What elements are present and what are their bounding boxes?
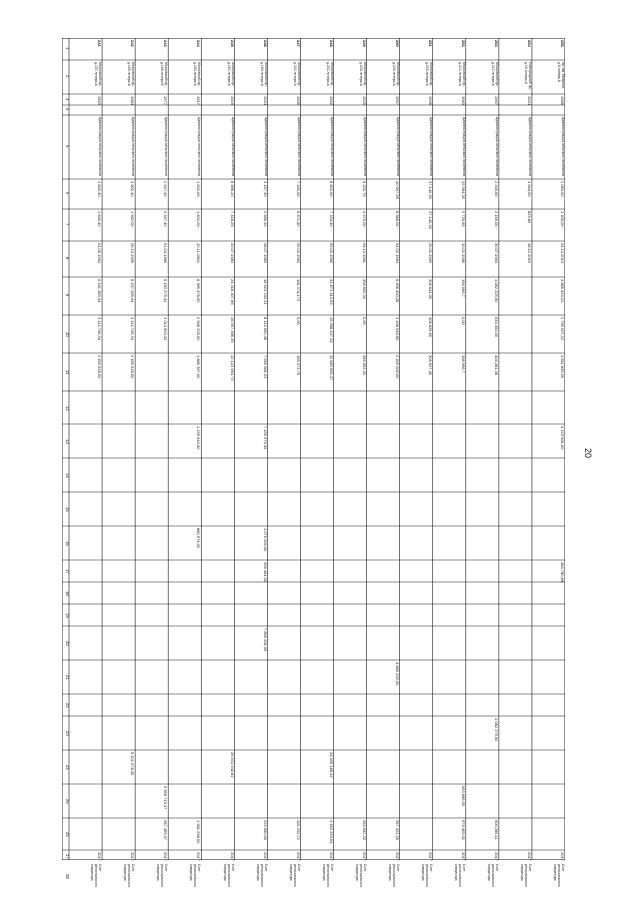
page-number: 20 — [583, 448, 593, 459]
table-cell-addr: Московский пр., д.169 литера А — [127, 61, 136, 87]
table-cell-date: 25.03.1962 — [295, 242, 301, 263]
column-number: 5 — [64, 145, 70, 148]
table-cell-c27: 2017 — [394, 851, 400, 861]
table-cell-date: 01.04.1980 — [163, 242, 169, 263]
table-cell-c9: 31 871 412,53 — [328, 278, 334, 305]
table-cell-c28: Счет регионального оператора — [90, 863, 103, 887]
column-number: 1 — [64, 47, 70, 50]
table-cell-c27: 2017 — [494, 851, 500, 861]
table-cell-c25: 5 996 719,47 — [163, 785, 169, 809]
table-cell-c11: 11 682 965,27 — [328, 354, 334, 380]
table-cell-addr: Московский пр., д.187 литера А — [226, 61, 235, 87]
table-cell-c9: 6 456 453,28 — [394, 278, 400, 302]
column-number: 11 — [64, 370, 70, 375]
table-cell-addr: Новгородский пр., д.16 литера А — [524, 61, 533, 90]
table-cell-c28: Счет регионального оператора — [321, 863, 334, 887]
table-cell-addr: Московский пр., д.200 литера А — [292, 61, 301, 87]
table-cell-year: 1955 — [295, 95, 301, 105]
table-cell-c7: 829,80 — [527, 210, 533, 223]
table-cell-c11: 12 123 954,73 — [229, 354, 235, 381]
table-cell-no: 254 — [527, 39, 533, 47]
table-cell-c28: Счет регионального оператора — [520, 863, 533, 887]
table-cell-c26: 119 232,72 — [295, 819, 301, 840]
table-cell-kind: Администрация сельского поселения — [395, 116, 400, 176]
table-cell-c27: 2017 — [295, 851, 301, 861]
table-cell-c7: 2 159,00 — [494, 210, 500, 227]
table-cell-c9: 6 163 275,41 — [163, 278, 169, 302]
column-number: 26 — [64, 832, 70, 837]
table-cell-c9: 196 996,7 — [461, 278, 466, 297]
table-cell-c7: 1 205,00 — [560, 210, 566, 227]
table-cell-c11: 2 490 528,00 — [97, 354, 103, 378]
table-cell-c9: 116 374,173 — [295, 278, 301, 301]
table-cell-c26: 287 459,07 — [163, 819, 169, 840]
table-cell-year: 1977 — [163, 95, 169, 105]
table-cell-date: 26.12.1995 — [130, 242, 136, 263]
table-cell-c7: 4 975,00 — [361, 210, 367, 227]
table-cell-c23: 1 082 275,90 — [494, 717, 500, 741]
table-cell-c28: Счет регионального оператора — [156, 863, 169, 887]
table-cell-year: 1924 — [527, 95, 533, 105]
table-cell-area: 8 986,10 — [229, 180, 235, 197]
table-cell-c28: Счет регионального оператора — [255, 863, 268, 887]
table-cell-c11: 7 990 081,23 — [262, 354, 268, 378]
table-cell-c11: 155 373,75 — [295, 354, 301, 375]
column-number: 15 — [64, 507, 70, 512]
column-number: 8 — [64, 257, 70, 260]
column-number: 25 — [64, 799, 70, 804]
table-grid — [62, 38, 565, 860]
table-cell-no: 245 — [229, 39, 235, 47]
table-cell-no: 253 — [494, 39, 500, 47]
table-cell-date: 29.01.1963 — [427, 242, 433, 263]
table-cell-c9: 306 644,30 — [427, 278, 433, 299]
table-cell-addr: Московский пр., д.206 литера А — [391, 61, 400, 87]
table-cell-kind: Администрация сельского поселения — [428, 116, 433, 176]
table-cell-c16: 1 079 000,00 — [262, 527, 268, 551]
table-cell-c10: 15 358 427,34 — [328, 316, 334, 343]
table-cell-date: 20.07.1983 — [229, 242, 235, 263]
table-cell-no: 241 — [97, 39, 103, 47]
table-cell-c27: 2017 — [97, 851, 103, 861]
table-cell-c10: 3 114 745,34 — [130, 316, 136, 340]
table-cell-area: 3 157,30 — [262, 180, 268, 197]
table-cell-c10: 8 114 000,45 — [262, 316, 268, 340]
table-cell-year: 1989 — [560, 95, 566, 105]
table-cell-area: 2 083,00 — [560, 180, 566, 197]
table-cell-c28: Счет регионального оператора — [354, 863, 367, 887]
table-cell-no: 248 — [328, 39, 334, 47]
table-cell-c28: Счет регионального оператора — [222, 863, 235, 887]
table-cell-c17: 396 494,00 — [262, 561, 268, 582]
table-cell-c24: 26 531 942,82 — [229, 751, 235, 778]
table-cell-no: 246 — [262, 39, 268, 47]
table-cell-year: 1957 — [394, 95, 400, 105]
column-number: 12 — [64, 405, 70, 411]
table-cell-year: 1952 — [328, 95, 334, 105]
column-number: 24 — [64, 765, 70, 770]
table-cell-c9: 8 389 478,00 — [196, 278, 202, 302]
column-number: 23 — [64, 731, 70, 736]
table-cell-c9: 1 082 225,90 — [494, 278, 500, 302]
table-cell-c27: 2017 — [527, 851, 533, 861]
column-number: 21 — [64, 675, 70, 680]
table-cell-c11: 2 200 000,00 — [394, 354, 400, 378]
table-cell-c27: 2017 — [560, 851, 566, 861]
table-cell-c10: 0,00 — [361, 316, 367, 325]
table-cell-c26: 399 592,32 — [361, 819, 367, 840]
table-cell-no: 244 — [196, 39, 202, 47]
table-cell-kind: Администрация сельского поселения — [98, 116, 103, 176]
table-cell-c28: Счет регионального оператора — [123, 863, 136, 887]
table-cell-c10: 0,00 — [461, 316, 466, 325]
table-cell-area: 5 332,75 — [361, 180, 367, 197]
table-cell-area: 2 349,60 — [494, 180, 500, 197]
table-cell-c20: 7 899 281,95 — [262, 627, 268, 651]
table-cell-year: 1953 — [97, 95, 103, 105]
table-cell-area: 32 564,30 — [461, 180, 466, 199]
table-cell-c7: 1 832,00 — [196, 210, 202, 227]
table-cell-area: 8 802,00 — [328, 180, 334, 197]
table-cell-kind: Администрация сельского поселения — [329, 116, 334, 176]
table-cell-year: 1916 — [229, 95, 235, 105]
table-cell-year: 1925 — [361, 95, 367, 105]
table-cell-year: 1957 — [494, 95, 500, 105]
table-cell-c10: 0,00 — [295, 316, 301, 325]
table-cell-addr: Московский пр., д.204 литера А — [358, 61, 367, 87]
column-number: 13 — [64, 439, 70, 444]
table-cell-addr: Московский пр., д.212 литера А — [491, 61, 500, 87]
table-cell-c11: 198 996,7 — [461, 354, 466, 373]
table-cell-c10: 3 214 653,42 — [163, 316, 169, 340]
table-cell-c26: 397 422,29 — [394, 819, 400, 840]
table-cell-c27: 2017 — [328, 851, 334, 861]
table-cell-c26: 1 493 263,64 — [328, 819, 334, 843]
table-cell-c10: 3 114 746,34 — [97, 316, 103, 340]
table-cell-c13: 1 235 943,50 — [196, 425, 202, 449]
table-cell-kind: Администрация сельского поселения — [296, 116, 301, 176]
table-cell-c25: 993 666,00 — [461, 785, 466, 806]
table-cell-addr: Московский пр., д.208 литера А — [425, 61, 433, 87]
table-cell-c7: 37 140,30 — [427, 210, 433, 229]
table-cell-c11: 1 811 636,00 — [560, 354, 566, 378]
table-cell-kind: Администрация сельского поселения — [197, 116, 202, 176]
table-cell-date: 04.12.2013 — [560, 242, 566, 263]
table-cell-c21: 4 869 220,00 — [394, 661, 400, 685]
table-cell-c7: 1 662,00 — [130, 210, 136, 227]
table-cell-c9: 24 318 307,86 — [229, 278, 235, 305]
table-cell-c28: Счет регионального оператора — [288, 863, 301, 887]
column-number: 19 — [64, 613, 70, 618]
column-number: 28 — [64, 873, 70, 879]
table-cell-c11: 404 281,36 — [494, 354, 500, 375]
table-cell-c27: 2017 — [427, 851, 433, 861]
table-cell-c27: 2017 — [163, 851, 169, 861]
table-cell-no: 247 — [295, 39, 301, 47]
column-number: 4 — [64, 108, 70, 111]
table-cell-kind: Администрация сельского поселения — [462, 116, 466, 176]
table-cell-c7: 1 840,40 — [97, 210, 103, 227]
table-cell-kind: Администрация сельского поселения — [495, 116, 500, 176]
table-cell-c9: 6 197 265,44 — [130, 278, 136, 302]
column-number: 18 — [64, 591, 70, 596]
table-cell-no: 242 — [130, 39, 136, 47]
column-number: 14 — [64, 473, 70, 478]
table-cell-year: 1963 — [461, 95, 466, 105]
table-cell-c11: 399 592,32 — [361, 354, 367, 375]
table-cell-kind: Администрация сельского поселения — [131, 116, 136, 176]
table-cell-c7: 7 418,26 — [229, 210, 235, 227]
table-cell-kind: Администрация сельского поселения — [561, 116, 566, 176]
table-cell-date: 28.07.1983 — [262, 242, 268, 263]
table-cell-date: 06.12.1961 — [361, 242, 367, 263]
table-cell-c27: 2017 — [229, 851, 235, 861]
column-number: 7 — [64, 223, 70, 226]
table-cell-c7: 7 224,40 — [328, 210, 334, 227]
table-cell-c26: 576 409,01 — [461, 819, 466, 840]
table-cell-c28: Счет регионального оператора — [388, 863, 400, 887]
table-cell-addr: Московский пр., д.169 литера Б — [160, 61, 169, 87]
table-cell-addr: Московский пр., д.157 литера А — [94, 61, 103, 87]
table-cell-c26: 233 650,00 — [262, 819, 268, 840]
table-cell-kind: Администрация сельского поселения — [230, 116, 235, 176]
column-number: 2 — [64, 75, 70, 78]
table-cell-c10: 3 436 943,60 — [394, 316, 400, 340]
table-cell-area: 1 832,00 — [196, 180, 202, 197]
column-number: 22 — [64, 703, 70, 708]
table-cell-no: 251 — [427, 39, 433, 47]
table-cell-date: 05.03.1960 — [328, 242, 334, 263]
column-number: 6 — [64, 192, 70, 195]
table-cell-addr: Московский пр., д.210 литера А — [458, 61, 466, 87]
table-cell-c13: 4 223 581,00 — [560, 425, 566, 449]
table-cell-c16: 880 574,00 — [196, 527, 202, 548]
table-cell-addr: Московский пр., д.183 литера А — [193, 61, 202, 87]
table-cell-c7: 8 986,00 — [394, 210, 400, 227]
table-cell-no: 243 — [163, 39, 169, 47]
table-cell-area: 37 140,30 — [427, 180, 433, 199]
table-cell-c11: 2 490 528,00 — [130, 354, 136, 378]
table-cell-area: 7 440,00 — [295, 180, 301, 197]
column-number: 27 — [64, 854, 70, 859]
table-cell-date: 30.07.1963 — [494, 242, 500, 263]
table-cell-c7: 2 729,65 — [461, 210, 466, 227]
table-cell-c11: 1 885 387,00 — [196, 354, 202, 378]
table-cell-no: 255 — [560, 39, 566, 47]
table-cell-no: 249 — [361, 39, 367, 47]
table-cell-c28: Счет регионального оператора — [487, 863, 500, 887]
table-cell-c13: 7 439 575,36 — [262, 425, 268, 449]
table-cell-c28: Счет регионального оператора — [189, 863, 202, 887]
table-cell-year: 1917 — [196, 95, 202, 105]
table-cell-c9: 6 191 383,44 — [97, 278, 103, 302]
table-cell-c28: Счет регионального оператора — [421, 863, 433, 887]
column-number: 20 — [64, 641, 70, 646]
table-cell-no: 252 — [461, 39, 466, 47]
table-cell-kind: Администрация сельского поселения — [263, 116, 268, 176]
table-cell-c27: 2017 — [130, 851, 136, 861]
table-cell-c27: 2017 — [262, 851, 268, 861]
table-cell-addr: Московский пр., д.202 литера А — [325, 61, 334, 87]
table-cell-c27: 2017 — [361, 851, 367, 861]
table-cell-c26: 900 286,11 — [494, 819, 500, 840]
table-cell-c26: 1 981 298,00 — [196, 819, 202, 843]
table-cell-c10: 534 453,00 — [494, 316, 500, 337]
table-cell-area: 1 840,40 — [97, 180, 103, 197]
table-cell-date: 18.12.2010 — [527, 242, 533, 263]
table-cell-date: 04.02.1964 — [394, 242, 400, 263]
column-number: 17 — [64, 569, 70, 574]
table-cell-date: 01.09.1992 — [97, 242, 103, 263]
table-cell-c24: 24 439 166,42 — [328, 751, 334, 778]
table-cell-year: 1959 — [427, 95, 433, 105]
table-cell-c10: 16 597 465,35 — [229, 316, 235, 343]
table-cell-area: 1 644,00 — [527, 180, 533, 197]
table-cell-c11: 306 627,40 — [427, 354, 433, 375]
table-cell-c7: 6 671,60 — [295, 210, 301, 227]
column-number: 9 — [64, 294, 70, 297]
table-cell-c9: 16 521 333,31 — [262, 278, 268, 305]
table-cell-c24: 5 101 978,40 — [130, 751, 136, 775]
column-number: 10 — [64, 332, 70, 337]
table-cell-area: 10 997,56 — [394, 180, 400, 199]
table-cell-c7: 2 560,20 — [262, 210, 268, 227]
table-cell-c27: 2017 — [196, 851, 202, 861]
table-cell-date: 10.01.1966 — [461, 242, 466, 263]
table-cell-kind: Администрация сельского поселения — [362, 116, 367, 176]
table-cell-kind: Администрация сельского поселения — [528, 116, 533, 176]
table-cell-c10: 2 760 007,12 — [560, 316, 566, 340]
table-cell-c17: 484 780,84 — [560, 561, 566, 582]
table-cell-no: 250 — [394, 39, 400, 47]
table-cell-area: 3 600,40 — [130, 180, 136, 197]
table-cell-area: 2 947,40 — [163, 180, 169, 197]
column-number: 3 — [64, 97, 70, 100]
table-cell-date: 10.11.1982 — [196, 242, 202, 263]
table-cell-addr: Московский пр., д.194 литера А — [259, 61, 268, 87]
table-cell-year: 1924 — [262, 95, 268, 105]
table-cell-c28: Счет регионального оператора — [553, 863, 566, 887]
table-cell-c27: 2017 — [461, 851, 466, 861]
table-cell-c10: 2 998 335,00 — [196, 316, 202, 340]
table-cell-addr: пр. им. Гагарина, д.8 литера А — [557, 61, 566, 89]
table-cell-c9: 4 885 410,12 — [560, 278, 566, 302]
column-number: 16 — [64, 541, 70, 546]
table-cell-c10: 306 625,60 — [427, 316, 433, 337]
table-cell-c9: 399 592,32 — [361, 278, 367, 299]
table-cell-c28: Счет регионального оператора — [454, 863, 466, 887]
table-cell-year: 1984 — [130, 95, 136, 105]
table-cell-kind: Администрация сельского поселения — [164, 116, 169, 176]
register-table — [62, 38, 566, 887]
table-cell-c7: 2 947,40 — [163, 210, 169, 227]
